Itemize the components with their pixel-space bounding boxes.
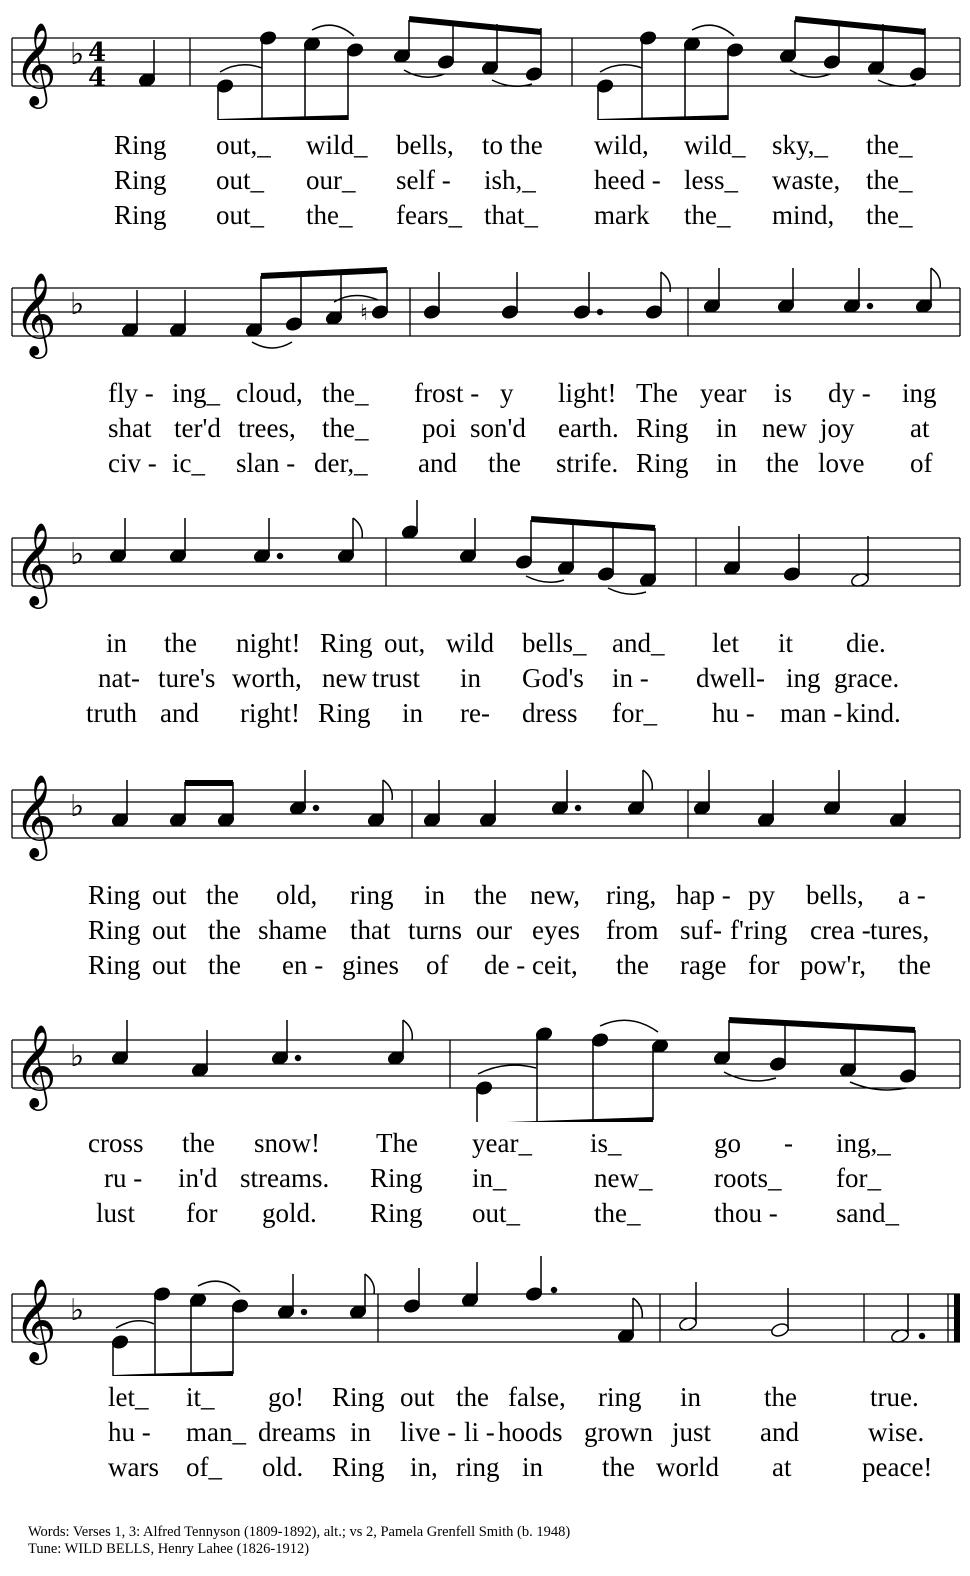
lyric: a - <box>898 880 926 910</box>
lyric: out,_ <box>216 130 271 160</box>
lyric: fly - <box>108 378 154 408</box>
lyric: the_ <box>306 200 353 230</box>
svg-text:♭: ♭ <box>70 1039 85 1074</box>
svg-text:♭: ♭ <box>70 37 85 72</box>
lyric: to the <box>482 130 543 160</box>
lyric: in <box>716 413 738 443</box>
lyric: live - <box>400 1417 457 1447</box>
lyric: let_ <box>108 1382 149 1412</box>
lyric: for_ <box>612 698 657 728</box>
lyric: worth, <box>232 663 302 693</box>
lyric: dwell- <box>696 663 765 693</box>
lyric: out_ <box>216 200 265 230</box>
lyric: that <box>350 915 391 945</box>
staff-5 <box>0 1002 970 1122</box>
lyric: self - <box>396 165 451 195</box>
lyric: of <box>426 950 449 980</box>
treble-clef-icon: 𝄞 <box>14 1277 57 1361</box>
lyric: dy - <box>828 378 871 408</box>
lyric: Ring <box>636 413 689 443</box>
lyric: waste, <box>772 165 841 195</box>
lyric: love <box>818 448 865 478</box>
staff-1 <box>0 0 970 120</box>
lyric: out <box>400 1382 435 1412</box>
lyric: ic_ <box>172 448 205 478</box>
lyric: thou - <box>714 1198 778 1228</box>
lyric: der,_ <box>314 448 368 478</box>
lyric: peace! <box>862 1452 933 1482</box>
lyric: the_ <box>322 378 369 408</box>
lyric: true. <box>870 1382 919 1412</box>
lyric: - <box>784 1128 793 1158</box>
lyric: ing,_ <box>836 1128 891 1158</box>
lyric: sky,_ <box>772 130 829 160</box>
lyric: mark <box>594 200 650 230</box>
lyric: wild_ <box>306 130 368 160</box>
lyric: new_ <box>594 1163 653 1193</box>
lyric: bells, <box>806 880 864 910</box>
lyric: joy <box>820 413 855 443</box>
lyric: y <box>500 378 514 408</box>
lyric: that_ <box>484 200 538 230</box>
lyric: and <box>418 448 457 478</box>
lyric: pow'r, <box>800 950 867 980</box>
lyric: ring <box>350 880 394 910</box>
lyric: roots_ <box>714 1163 782 1193</box>
lyric: old. <box>262 1452 304 1482</box>
lyric: Ring <box>320 628 373 658</box>
lyric: is_ <box>590 1128 622 1158</box>
lyric: in <box>460 663 482 693</box>
lyric: for_ <box>836 1163 881 1193</box>
lyric: son'd <box>470 413 526 443</box>
lyric: Ring <box>114 165 167 195</box>
svg-text:♭: ♭ <box>70 537 85 572</box>
lyric: hap - <box>676 880 731 910</box>
staff-6 <box>0 1256 970 1376</box>
lyric: and_ <box>612 628 665 658</box>
lyric: in <box>716 448 738 478</box>
lyric: at <box>772 1452 792 1482</box>
lyric: of <box>910 448 933 478</box>
lyric: out <box>152 915 187 945</box>
lyric: gines <box>342 950 399 980</box>
lyric: de - <box>484 950 526 980</box>
lyric: for <box>186 1198 218 1228</box>
lyric: in'd <box>178 1163 218 1193</box>
lyric: out <box>152 950 187 980</box>
lyric: the <box>456 1382 489 1412</box>
lyric: in <box>680 1382 702 1412</box>
lyric: in_ <box>472 1163 507 1193</box>
lyric: the_ <box>866 165 913 195</box>
lyric: in <box>106 628 128 658</box>
lyric: for <box>748 950 780 980</box>
lyric: mind, <box>772 200 835 230</box>
lyric: the <box>766 448 799 478</box>
lyric: year_ <box>472 1128 532 1158</box>
lyric: the <box>764 1382 797 1412</box>
lyric: our <box>476 915 512 945</box>
system-6 <box>0 1256 970 1516</box>
lyric: cloud, <box>236 378 303 408</box>
lyric: the <box>602 1452 635 1482</box>
lyric: trust <box>372 663 421 693</box>
lyric: our_ <box>306 165 356 195</box>
lyric: the_ <box>322 413 369 443</box>
lyric: go! <box>268 1382 304 1412</box>
lyric: out, <box>384 628 426 658</box>
lyric: Ring <box>370 1163 423 1193</box>
lyric: truth <box>86 698 137 728</box>
lyric: in, <box>410 1452 438 1482</box>
system-2 <box>0 250 970 500</box>
lyric: Ring <box>114 130 167 160</box>
lyric: less_ <box>684 165 738 195</box>
lyric: night! <box>236 628 301 658</box>
lyric: Ring <box>332 1382 385 1412</box>
lyric: sand_ <box>836 1198 899 1228</box>
lyric: at <box>910 413 930 443</box>
lyric: hu - <box>108 1417 151 1447</box>
lyric: the <box>164 628 197 658</box>
lyric: f'ring <box>730 915 788 945</box>
lyric: in <box>522 1452 544 1482</box>
lyric: dreams <box>258 1417 336 1447</box>
lyric: light! <box>558 378 617 408</box>
lyric: out <box>152 880 187 910</box>
svg-text:♮: ♮ <box>360 301 368 326</box>
lyric: gold. <box>262 1198 317 1228</box>
lyric: py <box>748 880 775 910</box>
lyric: ter'd <box>174 413 221 443</box>
lyric: year <box>700 378 747 408</box>
lyric: shame <box>258 915 327 945</box>
lyric: Ring <box>636 448 689 478</box>
lyric: turns <box>408 915 462 945</box>
lyric: it <box>778 628 794 658</box>
lyric: and <box>760 1417 799 1447</box>
lyric: the <box>474 880 507 910</box>
lyric: the_ <box>866 130 913 160</box>
lyric: the_ <box>866 200 913 230</box>
lyric: the <box>206 880 239 910</box>
lyric: man - <box>780 698 843 728</box>
lyric: old, <box>276 880 318 910</box>
lyric: crea - <box>810 915 871 945</box>
lyric: ish,_ <box>484 165 536 195</box>
lyric: is <box>774 378 793 408</box>
lyric: go <box>714 1128 741 1158</box>
lyric: new <box>322 663 367 693</box>
system-4 <box>0 752 970 1002</box>
lyric: in <box>350 1417 372 1447</box>
lyric: grown <box>584 1417 653 1447</box>
lyric: of_ <box>186 1452 222 1482</box>
lyric: wild <box>446 628 495 658</box>
lyric: ing <box>902 378 937 408</box>
lyric: out_ <box>472 1198 521 1228</box>
lyric: dress <box>522 698 578 728</box>
lyric: and <box>160 698 199 728</box>
lyric: ru - <box>104 1163 143 1193</box>
svg-text:♭: ♭ <box>70 1293 85 1328</box>
lyric: poi <box>422 413 457 443</box>
lyric: Ring <box>88 880 141 910</box>
lyric: bells_ <box>522 628 587 658</box>
lyric: frost - <box>414 378 480 408</box>
lyric: in <box>424 880 446 910</box>
lyric: shat <box>108 413 152 443</box>
staff-3 <box>0 500 970 620</box>
lyric: just <box>672 1417 712 1447</box>
treble-clef-icon: 𝄞 <box>14 271 57 355</box>
lyric: the <box>616 950 649 980</box>
lyric: Ring <box>370 1198 423 1228</box>
lyric: eyes <box>532 915 580 945</box>
lyric: Ring <box>114 200 167 230</box>
treble-clef-icon: 𝄞 <box>14 1023 57 1107</box>
lyric: new <box>762 413 807 443</box>
lyric: strife. <box>556 448 619 478</box>
lyric: right! <box>240 698 300 728</box>
lyric: the_ <box>684 200 731 230</box>
treble-clef-icon: 𝄞 <box>14 773 57 857</box>
svg-text:4: 4 <box>88 38 107 68</box>
treble-clef-icon: 𝄞 <box>14 521 57 605</box>
lyric: wild_ <box>684 130 746 160</box>
lyric: earth. <box>558 413 619 443</box>
lyric: ring <box>456 1452 500 1482</box>
lyric: slan - <box>236 448 296 478</box>
lyric: nat- <box>98 663 140 693</box>
lyric: the <box>488 448 521 478</box>
lyric: the <box>182 1128 215 1158</box>
lyric: snow! <box>254 1128 320 1158</box>
lyric: ing <box>786 663 821 693</box>
lyric: from <box>606 915 659 945</box>
lyric: in - <box>612 663 649 693</box>
lyric: wild, <box>594 130 649 160</box>
lyric: trees, <box>238 413 296 443</box>
lyric: grace. <box>834 663 900 693</box>
lyric: heed - <box>594 165 661 195</box>
lyric: it_ <box>186 1382 215 1412</box>
lyric: The <box>636 378 678 408</box>
lyric: li - <box>464 1417 495 1447</box>
lyric: hoods <box>498 1417 563 1447</box>
lyric: ture's <box>158 663 216 693</box>
lyric: cross <box>88 1128 144 1158</box>
lyric: Ring <box>88 915 141 945</box>
lyric: rage <box>680 950 727 980</box>
lyric: en - <box>282 950 324 980</box>
svg-text:4: 4 <box>88 63 107 93</box>
lyric: hu - <box>712 698 755 728</box>
lyric: new, <box>530 880 580 910</box>
lyric: Ring <box>332 1452 385 1482</box>
lyric: the <box>208 915 241 945</box>
lyric: ring <box>598 1382 642 1412</box>
lyric: Ring <box>88 950 141 980</box>
lyric: kind. <box>846 698 901 728</box>
staff-2 <box>0 250 970 370</box>
lyric: civ - <box>108 448 157 478</box>
system-1 <box>0 0 970 250</box>
lyric: streams. <box>240 1163 330 1193</box>
lyric: fears_ <box>396 200 462 230</box>
treble-clef-icon: 𝄞 <box>14 21 57 105</box>
system-3 <box>0 500 970 750</box>
lyric: let <box>712 628 739 658</box>
lyric: wars <box>108 1452 159 1482</box>
tune-credit: Tune: WILD BELLS, Henry Lahee (1826-1912) <box>28 1541 310 1557</box>
lyric: out_ <box>216 165 265 195</box>
lyric: bells, <box>396 130 454 160</box>
system-5 <box>0 1002 970 1252</box>
svg-text:♭: ♭ <box>70 789 85 824</box>
lyric: ceit, <box>532 950 578 980</box>
lyric: the <box>208 950 241 980</box>
lyric: the <box>898 950 931 980</box>
credits <box>28 1524 570 1558</box>
staff-4 <box>0 752 970 872</box>
svg-text:♭: ♭ <box>70 287 85 322</box>
lyric: die. <box>846 628 886 658</box>
lyric: re- <box>460 698 490 728</box>
lyric: tures, <box>870 915 930 945</box>
lyric: the_ <box>594 1198 641 1228</box>
lyric: The <box>376 1128 418 1158</box>
lyric: ing_ <box>172 378 221 408</box>
words-credit: Words: Verses 1, 3: Alfred Tennyson (1809-1892), alt.; vs 2, Pamela Grenfell Smith (b. 1948) <box>28 1524 571 1540</box>
lyric: suf- <box>680 915 722 945</box>
lyric: Ring <box>318 698 371 728</box>
lyric: wise. <box>868 1417 925 1447</box>
lyric: in <box>402 698 424 728</box>
lyric: false, <box>508 1382 566 1412</box>
lyric: lust <box>96 1198 136 1228</box>
lyric: God's <box>522 663 584 693</box>
lyric: world <box>656 1452 719 1482</box>
lyric: ring, <box>606 880 657 910</box>
lyric: man_ <box>186 1417 246 1447</box>
